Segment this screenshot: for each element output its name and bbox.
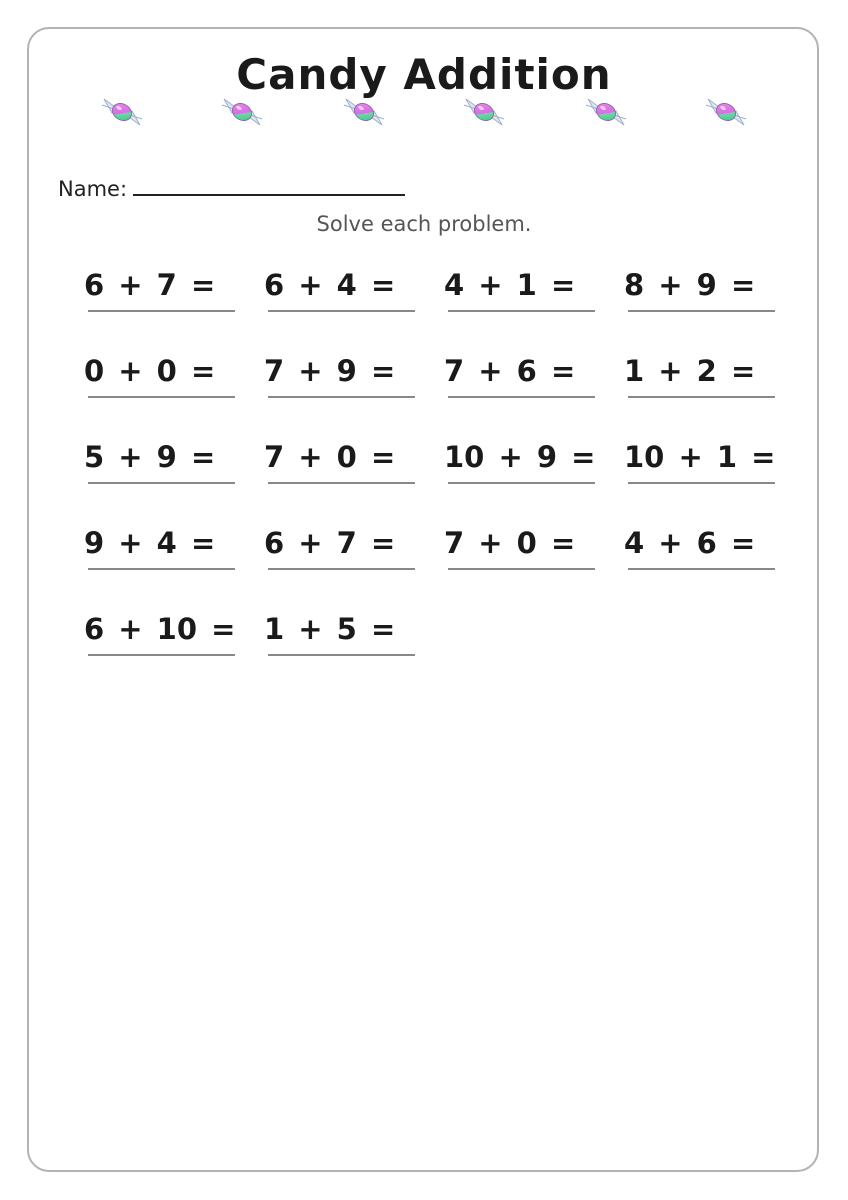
answer-line	[268, 482, 415, 484]
problem-text: 6 + 10 =	[84, 612, 236, 646]
name-blank-line[interactable]	[133, 172, 405, 196]
problem-item[interactable]	[624, 526, 774, 576]
answer-line	[88, 568, 235, 570]
problem-item[interactable]	[84, 526, 234, 576]
problem-text: 7 + 9 =	[264, 354, 396, 388]
answer-line	[628, 482, 775, 484]
answer-line	[88, 654, 235, 656]
problem-item[interactable]	[84, 440, 234, 490]
problem-text: 6 + 7 =	[264, 526, 396, 560]
problem-item[interactable]	[444, 440, 594, 490]
answer-line	[628, 396, 775, 398]
candy-icon	[462, 95, 506, 129]
answer-line	[448, 310, 595, 312]
problem-text: 6 + 7 =	[84, 268, 216, 302]
answer-line	[448, 482, 595, 484]
problem-text: 6 + 4 =	[264, 268, 396, 302]
problem-text: 9 + 4 =	[84, 526, 216, 560]
problem-item[interactable]	[444, 354, 594, 404]
problem-item[interactable]	[264, 268, 414, 318]
problem-item[interactable]	[264, 526, 414, 576]
candy-icon	[100, 95, 144, 129]
problem-item[interactable]	[264, 440, 414, 490]
problem-item[interactable]	[624, 268, 774, 318]
problem-text: 7 + 0 =	[444, 526, 576, 560]
problem-item[interactable]	[264, 354, 414, 404]
answer-line	[268, 396, 415, 398]
candy-icon	[584, 95, 628, 129]
worksheet-title: Candy Addition	[236, 50, 612, 99]
answer-line	[88, 482, 235, 484]
problem-item[interactable]	[444, 526, 594, 576]
candy-icon	[704, 95, 748, 129]
problem-text: 7 + 6 =	[444, 354, 576, 388]
instructions-text: Solve each problem.	[316, 212, 532, 236]
answer-line	[628, 310, 775, 312]
problem-text: 7 + 0 =	[264, 440, 396, 474]
problem-item[interactable]	[84, 612, 234, 662]
problem-text: 1 + 2 =	[624, 354, 756, 388]
problem-item[interactable]	[84, 354, 234, 404]
problem-text: 10 + 1 =	[624, 440, 776, 474]
problem-text: 0 + 0 =	[84, 354, 216, 388]
problem-text: 5 + 9 =	[84, 440, 216, 474]
answer-line	[268, 654, 415, 656]
candy-icon	[220, 95, 264, 129]
problem-text: 4 + 1 =	[444, 268, 576, 302]
problem-item[interactable]	[624, 354, 774, 404]
answer-line	[268, 310, 415, 312]
problem-text: 8 + 9 =	[624, 268, 756, 302]
answer-line	[88, 396, 235, 398]
answer-line	[448, 568, 595, 570]
name-label: Name:	[58, 177, 128, 201]
answer-line	[268, 568, 415, 570]
candy-decoration-row	[0, 95, 848, 129]
problem-text: 10 + 9 =	[444, 440, 596, 474]
name-field-row	[58, 172, 405, 201]
problem-item[interactable]	[444, 268, 594, 318]
problem-item[interactable]	[264, 612, 414, 662]
candy-icon	[342, 95, 386, 129]
answer-line	[628, 568, 775, 570]
problem-item[interactable]	[84, 268, 234, 318]
answer-line	[448, 396, 595, 398]
problem-text: 4 + 6 =	[624, 526, 756, 560]
problem-item[interactable]	[624, 440, 774, 490]
problem-text: 1 + 5 =	[264, 612, 396, 646]
answer-line	[88, 310, 235, 312]
